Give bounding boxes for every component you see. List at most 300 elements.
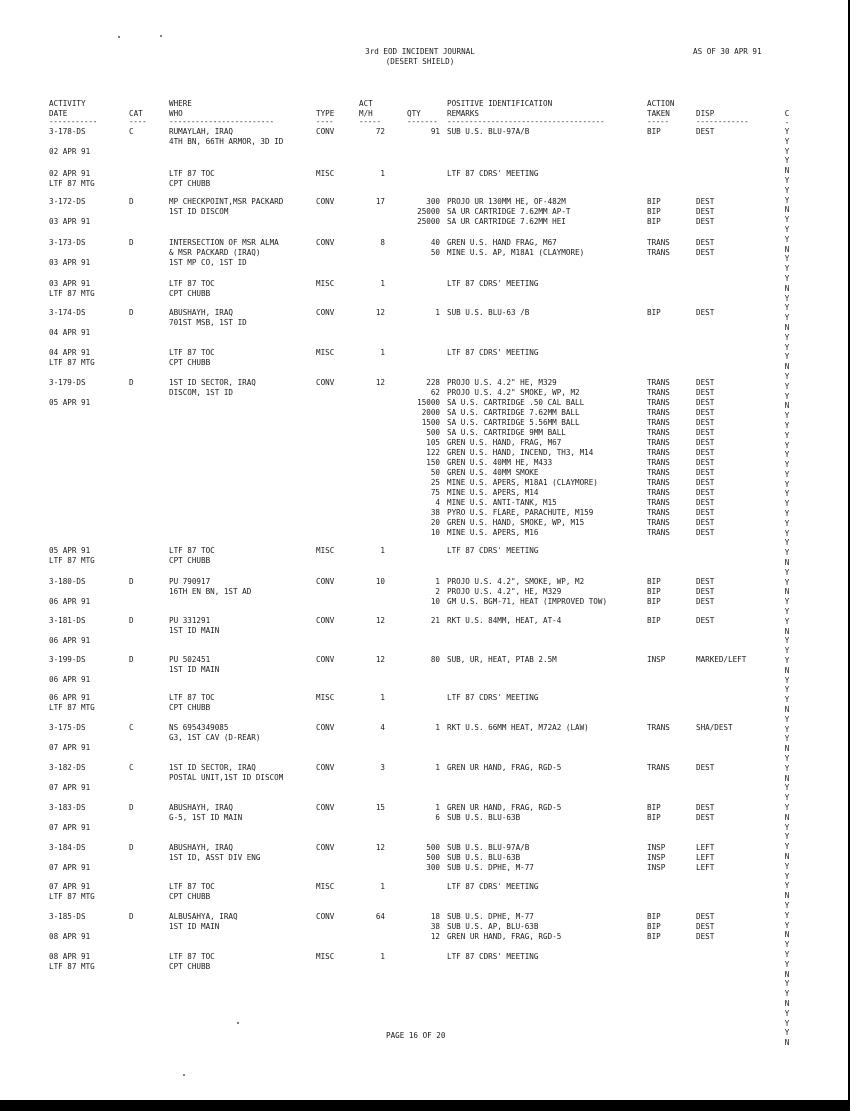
entry-type (316, 279, 334, 289)
c-column-value: Y (784, 959, 790, 969)
entry-act-mh (339, 169, 385, 179)
entry-activity-date-line: LTF 87 MTG (49, 179, 95, 188)
entry-action-taken-line: BIP (647, 922, 661, 931)
entry-where-who (169, 127, 283, 147)
entry-activity-date-line (49, 665, 90, 675)
entry-remarks-line: LTF 87 CDRS' MEETING (447, 169, 539, 178)
entry-where-who-line: 1ST ID SECTOR, IRAQ (169, 378, 256, 387)
c-column-value: N (784, 969, 790, 979)
entry-type-value: CONV (316, 763, 335, 772)
entry-remarks (447, 912, 561, 942)
entry-where-who-line: LTF 87 TOC (169, 348, 215, 357)
entry-action-taken (647, 197, 661, 227)
entry-remarks-line: LTF 87 CDRS' MEETING (447, 348, 539, 357)
entry-action-taken-line: TRANS (647, 528, 670, 537)
entry-act-mh (339, 546, 385, 556)
entry-where-who (169, 308, 247, 328)
entry-disp-line: DEST (696, 528, 715, 537)
entry-qty-line: 25000 (417, 217, 440, 226)
entry-activity-date (49, 238, 90, 268)
c-column-value: Y (784, 734, 790, 744)
entry-activity-date-line: 3-181-DS (49, 616, 86, 625)
entry-activity-date (49, 803, 90, 833)
entry-remarks-line: GREN U.S. 40MM HE, M433 (447, 458, 553, 467)
entry-qty (402, 169, 440, 179)
entry-activity-date-line: 06 APR 91 (49, 675, 91, 684)
c-column-value: Y (784, 607, 790, 617)
c-column-value: N (784, 362, 790, 372)
entry-type-value: MISC (316, 546, 335, 555)
entry-where-who-line: LTF 87 TOC (169, 952, 215, 961)
c-column-header: C (784, 109, 790, 118)
entry-act-mh-value: 12 (375, 843, 385, 852)
entry-type (316, 655, 334, 665)
entry-remarks (447, 308, 529, 318)
c-column-value: Y (784, 332, 790, 342)
c-column-value: N (784, 1038, 790, 1048)
entry-qty-line: 300 (426, 863, 440, 872)
entry-act-mh-value: 12 (375, 616, 385, 625)
entry-where-who-line: G-5, 1ST ID MAIN (169, 813, 243, 822)
entry-cat (129, 238, 134, 248)
entry-disp (696, 308, 714, 318)
entry-type-value: CONV (316, 912, 335, 921)
entry-remarks-line: GREN UR HAND, FRAG, RGD-5 (447, 932, 562, 941)
entry-qty (402, 378, 440, 538)
header-qty: QTY ------- (407, 109, 438, 125)
entry-where-who (169, 197, 283, 217)
entry-qty (402, 197, 440, 227)
entry-disp-line: DEST (696, 207, 715, 216)
entry-activity-date-line: 3-182-DS (49, 763, 86, 772)
entry-activity-date-line: 02 APR 91 (49, 169, 91, 178)
entry-disp-line: MARKED/LEFT (696, 655, 747, 664)
entry-where-who (169, 378, 256, 398)
c-column-value: Y (784, 832, 790, 842)
entry-remarks (447, 127, 529, 137)
entry-qty-line (402, 882, 440, 892)
entry-act-mh (339, 693, 385, 703)
c-column-value: Y (784, 538, 790, 548)
c-column-value: Y (784, 567, 790, 577)
entry-qty-line: 40 (430, 238, 440, 247)
entry-disp (696, 616, 714, 626)
entry-qty-line: 228 (426, 378, 440, 387)
entry-where-who (169, 803, 242, 823)
c-column-value: Y (784, 254, 790, 264)
c-column-value: Y (784, 714, 790, 724)
entry-disp-line: DEST (696, 248, 715, 257)
entry-disp-line: SHA/DEST (696, 723, 733, 732)
entry-type (316, 308, 334, 318)
entry-action-taken-line: TRANS (647, 508, 670, 517)
entry-remarks-line: MINE U.S. APERS, M18A1 (CLAYMORE) (447, 478, 598, 487)
entry-type-value: CONV (316, 238, 335, 247)
entry-action-taken-line: BIP (647, 616, 661, 625)
entry-where-who-line: LTF 87 TOC (169, 693, 215, 702)
entry-qty-line: 20 (430, 518, 440, 527)
entry-disp-line: DEST (696, 448, 715, 457)
c-column-value: N (784, 998, 790, 1008)
c-column-value: Y (784, 234, 790, 244)
c-column-value: Y (784, 685, 790, 695)
entry-disp-line: DEST (696, 458, 715, 467)
entry-activity-date (49, 616, 90, 646)
entry-type (316, 127, 334, 137)
entry-act-mh (339, 577, 385, 587)
entry-qty-line (402, 546, 440, 556)
entry-remarks-line: SA U.S. CARTRIDGE .50 CAL BALL (447, 398, 585, 407)
entry-activity-date (49, 308, 90, 338)
entry-remarks (447, 169, 538, 179)
c-column-value: Y (784, 264, 790, 274)
c-column-value: Y (784, 763, 790, 773)
entry-type-value: MISC (316, 348, 335, 357)
c-column-value: Y (784, 479, 790, 489)
entry-remarks (447, 279, 538, 289)
journal-title-line2: (DESERT SHIELD) (385, 57, 455, 66)
entry-cat (129, 655, 134, 665)
entry-disp-line: LEFT (696, 843, 715, 852)
entry-activity-date-line (49, 207, 90, 217)
c-column-value: N (784, 665, 790, 675)
c-column-value: Y (784, 842, 790, 852)
entry-qty-line: 21 (430, 616, 440, 625)
entry-cat-value: C (129, 723, 134, 732)
entry-activity-date-line: LTF 87 MTG (49, 703, 95, 712)
c-column-value: Y (784, 136, 790, 146)
c-column-value: Y (784, 695, 790, 705)
entry-type-value: MISC (316, 952, 335, 961)
entry-activity-date (49, 843, 90, 873)
entry-remarks (447, 197, 570, 227)
entry-type (316, 238, 334, 248)
c-column-value: Y (784, 646, 790, 656)
entry-activity-date-line: 3-185-DS (49, 912, 86, 921)
entry-activity-date-line: 07 APR 91 (49, 783, 91, 792)
scan-speck (183, 1074, 185, 1076)
entry-qty-line: 50 (430, 468, 440, 477)
entry-where-who-line: NS 6954349085 (169, 723, 229, 732)
entry-action-taken (647, 616, 661, 626)
c-column-value: Y (784, 224, 790, 234)
entry-activity-date-line: 03 APR 91 (49, 258, 91, 267)
entry-disp-line: DEST (696, 508, 715, 517)
entry-activity-date (49, 279, 95, 299)
entry-disp-line: DEST (696, 763, 715, 772)
c-column-value: Y (784, 636, 790, 646)
entry-type-value: MISC (316, 693, 335, 702)
entry-cat (129, 308, 134, 318)
entry-disp-line: LEFT (696, 853, 715, 862)
c-column-value: Y (784, 910, 790, 920)
entry-remarks-line: LTF 87 CDRS' MEETING (447, 279, 539, 288)
entry-qty-line: 10 (430, 597, 440, 606)
c-column-value: Y (784, 871, 790, 881)
header-type: TYPE ---- (316, 109, 335, 125)
entry-remarks-line: MINE U.S. APERS, M14 (447, 488, 539, 497)
page-number: PAGE 16 OF 20 (386, 1031, 446, 1040)
entry-activity-date (49, 655, 90, 685)
entry-type-value: MISC (316, 279, 335, 288)
entry-act-mh (339, 803, 385, 813)
entry-disp-line: DEST (696, 803, 715, 812)
entry-act-mh-value: 1 (380, 546, 385, 555)
c-column-value: Y (784, 215, 790, 225)
entry-where-who-line: 1ST ID, ASST DIV ENG (169, 853, 261, 862)
entry-disp-line: DEST (696, 388, 715, 397)
entry-qty (402, 803, 440, 823)
entry-act-mh-value: 4 (380, 723, 385, 732)
c-column-value: N (784, 930, 790, 940)
entry-where-who-line: CPT CHUBB (169, 358, 211, 367)
entry-activity-date-line (49, 137, 90, 147)
entry-where-who-line: ABUSHAYH, IRAQ (169, 803, 234, 812)
scan-speck (118, 36, 120, 38)
c-column-value: N (784, 322, 790, 332)
entry-activity-date-line (49, 733, 90, 743)
c-column-value: N (784, 244, 790, 254)
entry-remarks-line: LTF 87 CDRS' MEETING (447, 952, 539, 961)
entry-where-who (169, 693, 215, 713)
c-column-value: Y (784, 754, 790, 763)
entry-act-mh-value: 72 (375, 127, 385, 136)
entry-disp-line: DEST (696, 922, 715, 931)
entry-action-taken-line: TRANS (647, 488, 670, 497)
entry-qty-line: 10 (430, 528, 440, 537)
entry-remarks (447, 843, 534, 873)
entry-type (316, 912, 334, 922)
entry-qty-line: 4 (435, 498, 440, 507)
entry-disp-line: DEST (696, 577, 715, 586)
entry-action-taken-line: TRANS (647, 418, 670, 427)
entry-qty (402, 279, 440, 289)
entry-cat-value: D (129, 197, 134, 206)
entry-action-taken-line: TRANS (647, 498, 670, 507)
entry-qty-line (402, 693, 440, 703)
entry-act-mh-value: 8 (380, 238, 385, 247)
entry-remarks (447, 546, 538, 556)
entry-activity-date-line: 3-172-DS (49, 197, 86, 206)
entry-disp-line: DEST (696, 813, 715, 822)
entry-cat-value: D (129, 655, 134, 664)
entry-act-mh-value: 10 (375, 577, 385, 586)
entry-where-who-line: 1ST ID DISCOM (169, 207, 229, 216)
c-column-value: Y (784, 175, 790, 185)
entry-qty (402, 308, 440, 318)
entry-action-taken-line: INSP (647, 843, 666, 852)
entry-type-value: CONV (316, 843, 335, 852)
c-column-value: Y (784, 793, 790, 803)
scan-edge-bottom (0, 1100, 850, 1111)
entry-remarks-line: MINE U.S. ANTI-TANK, M15 (447, 498, 557, 507)
entry-activity-date-line: LTF 87 MTG (49, 358, 95, 367)
entry-act-mh-value: 1 (380, 882, 385, 891)
entry-where-who (169, 546, 215, 566)
entry-qty-line: 122 (426, 448, 440, 457)
c-column-value: Y (784, 499, 790, 509)
entry-remarks-line: GREN U.S. HAND, FRAG, M67 (447, 438, 562, 447)
entry-where-who (169, 843, 260, 863)
c-column-value: Y (784, 185, 790, 195)
entry-action-taken-line: BIP (647, 932, 661, 941)
entry-disp-line: DEST (696, 587, 715, 596)
entry-remarks-line: MINE U.S. APERS, M16 (447, 528, 539, 537)
entry-action-taken-line: BIP (647, 597, 661, 606)
c-column-value: Y (784, 430, 790, 440)
c-column-value: Y (784, 597, 790, 607)
c-column-value: Y (784, 303, 790, 313)
entry-remarks-line: LTF 87 CDRS' MEETING (447, 882, 539, 891)
entry-action-taken (647, 843, 665, 873)
c-column-value: Y (784, 920, 790, 930)
entry-act-mh-value: 1 (380, 952, 385, 961)
header-act-mh: ACT M/H ----- (359, 99, 381, 125)
entry-activity-date-line: 07 APR 91 (49, 743, 91, 752)
entry-where-who-line: CPT CHUBB (169, 556, 211, 565)
entry-cat-value: D (129, 616, 134, 625)
entry-where-who-line: CPT CHUBB (169, 962, 211, 971)
entry-where-who (169, 279, 215, 299)
c-column-value: Y (784, 979, 790, 989)
entry-act-mh-value: 1 (380, 348, 385, 357)
c-column-value: Y (784, 450, 790, 460)
entry-where-who-line: LTF 87 TOC (169, 279, 215, 288)
entry-cat-value: D (129, 308, 134, 317)
entry-activity-date-line: 02 APR 91 (49, 147, 91, 156)
entry-remarks (447, 577, 607, 607)
entry-act-mh-value: 15 (375, 803, 385, 812)
entry-action-taken-line: BIP (647, 813, 661, 822)
entry-qty-line: 105 (426, 438, 440, 447)
entry-disp-line: DEST (696, 438, 715, 447)
entry-remarks (447, 693, 538, 703)
c-column-value: Y (784, 352, 790, 362)
entry-remarks-line: MINE U.S. AP, M18A1 (CLAYMORE) (447, 248, 585, 257)
entry-cat (129, 912, 134, 922)
entry-act-mh (339, 308, 385, 318)
entry-remarks-line: GREN U.S. HAND FRAG, M67 (447, 238, 557, 247)
entry-remarks-line: PROJO UR 130MM HE, OF-482M (447, 197, 566, 206)
entry-where-who-line: 1ST ID MAIN (169, 922, 220, 931)
c-column-value: Y (784, 881, 790, 891)
entry-where-who (169, 348, 215, 368)
c-column-value: Y (784, 381, 790, 391)
entry-type (316, 952, 334, 962)
entry-remarks-line: SA UR CARTRIDGE 7.62MM HEI (447, 217, 566, 226)
c-column-value: Y (784, 518, 790, 528)
entry-activity-date-line: 08 APR 91 (49, 932, 91, 941)
entry-where-who-line: DISCOM, 1ST ID (169, 388, 234, 397)
entry-type (316, 616, 334, 626)
entry-remarks-line: LTF 87 CDRS' MEETING (447, 546, 539, 555)
entry-cat (129, 803, 134, 813)
entry-disp-line: DEST (696, 468, 715, 477)
entry-qty (402, 693, 440, 703)
c-column-value: N (784, 558, 790, 568)
c-column-value: N (784, 851, 790, 861)
entry-activity-date-line: 06 APR 91 (49, 597, 91, 606)
scan-speck (237, 1022, 239, 1024)
entry-disp-line: DEST (696, 238, 715, 247)
entry-remarks-line: GREN UR HAND, FRAG, RGD-5 (447, 763, 562, 772)
c-column-value: Y (784, 616, 790, 626)
entry-activity-date-line (49, 388, 90, 398)
entry-action-taken-line: TRANS (647, 458, 670, 467)
header-cat: CAT ---- (129, 109, 147, 125)
c-column-value: Y (784, 440, 790, 450)
entry-qty (402, 882, 440, 892)
entry-where-who-line: 4TH BN, 66TH ARMOR, 3D ID (169, 137, 284, 146)
c-column-value: Y (784, 577, 790, 587)
entry-activity-date-line: 3-175-DS (49, 723, 86, 732)
entry-disp-line: DEST (696, 217, 715, 226)
entry-activity-date-line: LTF 87 MTG (49, 962, 95, 971)
entry-qty (402, 546, 440, 556)
entry-qty-line (402, 348, 440, 358)
entry-where-who-line: ABUSHAYH, IRAQ (169, 308, 234, 317)
entry-where-who-line: CPT CHUBB (169, 289, 211, 298)
c-column-value: N (784, 812, 790, 822)
entry-action-taken (647, 308, 661, 318)
entry-disp-line: DEST (696, 932, 715, 941)
entry-action-taken (647, 127, 661, 137)
entry-activity-date-line: 3-199-DS (49, 655, 86, 664)
entry-where-who (169, 169, 215, 189)
entry-activity-date-line: 04 APR 91 (49, 328, 91, 337)
entry-qty (402, 238, 440, 258)
entry-disp-line: DEST (696, 428, 715, 437)
entry-type-value: CONV (316, 577, 335, 586)
entry-where-who-line: ABUSHAYH, IRAQ (169, 843, 234, 852)
entry-qty-line: 25 (430, 478, 440, 487)
entry-action-taken-line: TRANS (647, 518, 670, 527)
entry-act-mh (339, 723, 385, 733)
entry-action-taken-line: TRANS (647, 478, 670, 487)
entry-action-taken (647, 238, 670, 258)
entry-act-mh (339, 912, 385, 922)
entry-where-who (169, 882, 215, 902)
entry-remarks-line: SUB U.S. DPHE, M-77 (447, 863, 534, 872)
entry-disp-line: DEST (696, 597, 715, 606)
entry-qty-line: 15000 (417, 398, 440, 407)
entry-type (316, 882, 334, 892)
entry-cat-value: C (129, 763, 134, 772)
entry-cat-value: C (129, 127, 134, 136)
entry-action-taken (647, 723, 670, 733)
entry-type-value: MISC (316, 169, 335, 178)
entry-activity-date-line (49, 248, 90, 258)
entry-remarks (447, 616, 561, 626)
entry-activity-date (49, 952, 95, 972)
entry-act-mh-value: 12 (375, 655, 385, 664)
entry-qty-line: 75 (430, 488, 440, 497)
entry-type-value: CONV (316, 723, 335, 732)
entry-action-taken-line: TRANS (647, 248, 670, 257)
entry-where-who (169, 577, 251, 597)
entry-activity-date (49, 197, 90, 227)
entry-remarks (447, 238, 584, 258)
c-column-value: Y (784, 989, 790, 999)
entry-activity-date-line: 3-174-DS (49, 308, 86, 317)
entry-disp (696, 655, 746, 665)
entry-activity-date-line (49, 813, 90, 823)
header-action-taken: ACTION TAKEN ----- (647, 99, 675, 125)
entry-activity-date (49, 912, 90, 942)
entry-qty-line: 80 (430, 655, 440, 664)
entry-disp (696, 238, 714, 258)
c-column-value: Y (784, 509, 790, 519)
